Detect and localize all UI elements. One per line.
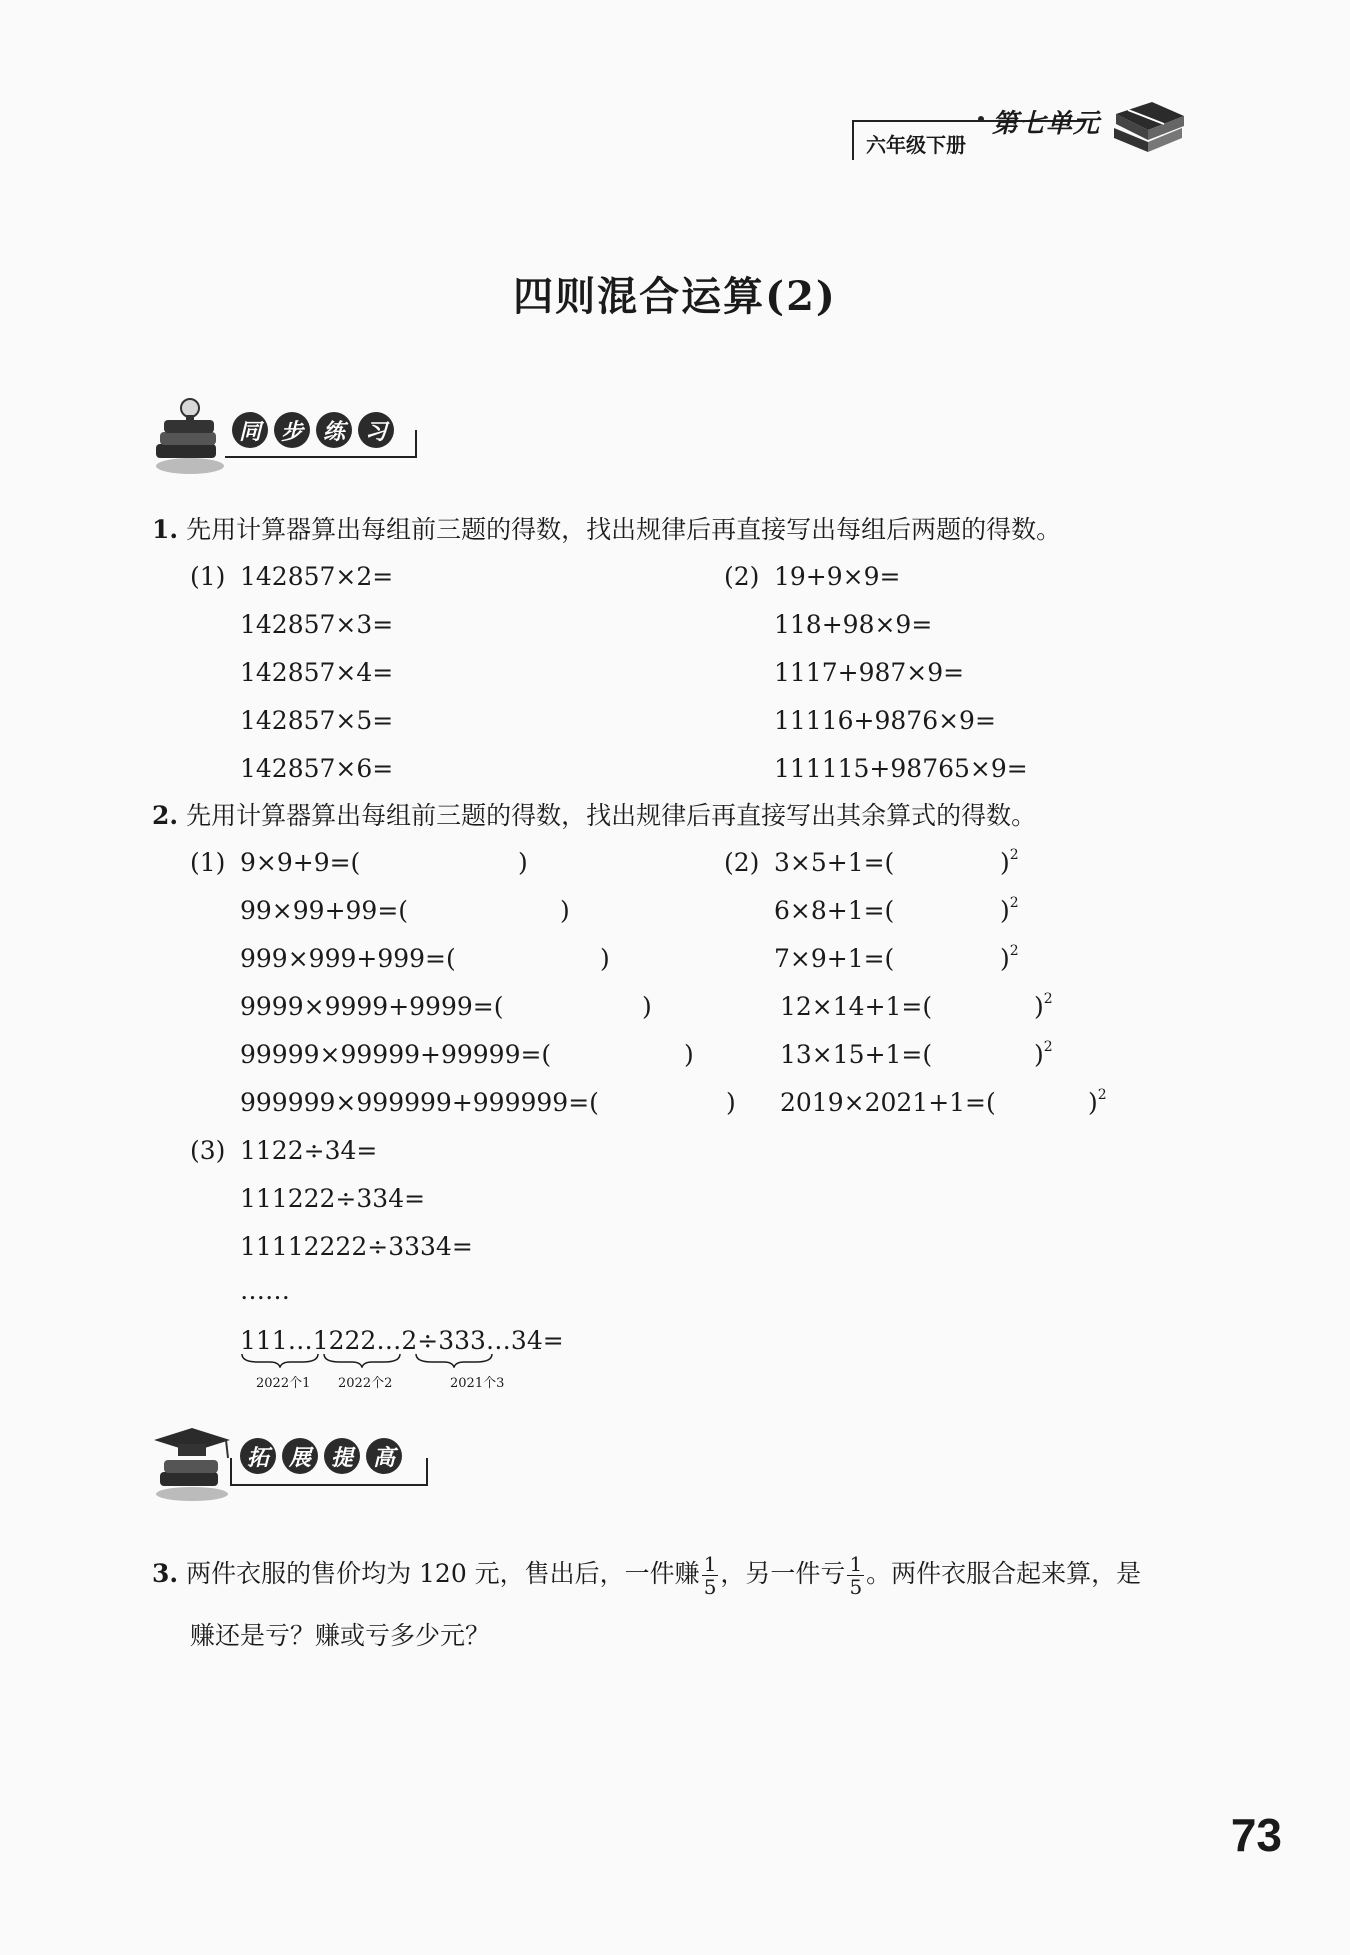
header-grade: 六年级下册 [866, 133, 966, 157]
q2-left-3: 999×999+999=( [240, 944, 456, 973]
q1-left-4: 142857×5= [240, 706, 394, 735]
q2-right-5-close: )$^2$ [1034, 1039, 1053, 1069]
q1-prompt [152, 514, 1061, 546]
q3-text-a: 两件衣服的售价均为 120 元，售出后，一件赚 [186, 1559, 700, 1588]
badge-char: 习 [358, 412, 394, 448]
underbraces [240, 1352, 520, 1368]
badge-char: 展 [282, 1438, 318, 1474]
q2-right-5: 13×15+1=( [780, 1040, 933, 1069]
q2-number: 2. [152, 801, 179, 830]
q2-right-4: 12×14+1=( [780, 992, 933, 1021]
q2-ellipsis: …… [240, 1276, 290, 1305]
q1-left-2: 142857×3= [240, 610, 394, 639]
q2-left-2-close: ) [560, 896, 570, 925]
q2-left-1: 9×9+9=( [240, 848, 361, 877]
q2-left-4: 9999×9999+9999=( [240, 992, 504, 1021]
brace-label-1: 2022个1 [256, 1376, 311, 1391]
q2-right-4-close: )$^2$ [1034, 991, 1053, 1021]
q1-right-2: 118+98×9= [774, 610, 933, 639]
q2-left-5-close: ) [684, 1040, 694, 1069]
q2-right-3: 7×9+1=( [774, 944, 895, 973]
q2-left-1-close: ) [518, 848, 528, 877]
header-dot [978, 116, 984, 122]
q1-number: 1. [152, 515, 179, 544]
q1-left-5: 142857×6= [240, 754, 394, 783]
q2-right-2-close: )$^2$ [1000, 895, 1019, 925]
q2-left-5: 99999×99999+99999=( [240, 1040, 552, 1069]
q2-p3-3: 11112222÷3334= [240, 1232, 473, 1261]
q3-prompt [152, 1548, 1141, 1600]
badge-char: 拓 [240, 1438, 276, 1474]
q2-left-3-close: ) [600, 944, 610, 973]
q3-line2: 赚还是亏？赚或亏多少元？ [190, 1621, 491, 1650]
q2-right-3-close: )$^2$ [1000, 943, 1019, 973]
q1-right-1: 19+9×9= [774, 562, 901, 591]
q1-left-1: 142857×2= [240, 562, 394, 591]
q1-left-3: 142857×4= [240, 658, 394, 687]
fraction-one-fifth-2: $\frac{1}{5}$ [849, 1552, 863, 1599]
q3-text-b: ，另一件亏 [720, 1559, 846, 1588]
badge-char: 步 [274, 412, 310, 448]
page-number: 73 [1230, 1809, 1282, 1861]
badge-char: 同 [232, 412, 268, 448]
q1-right-label: (2) [724, 562, 760, 591]
q2-left-6-close: ) [726, 1088, 736, 1117]
q1-right-3: 1117+987×9= [774, 658, 965, 687]
q2-left-6: 999999×999999+999999=( [240, 1088, 599, 1117]
section-title-extension [240, 1438, 402, 1474]
q2-right-2: 6×8+1=( [774, 896, 895, 925]
q2-left-label: (1) [190, 848, 226, 877]
q2-p3-label: (3) [190, 1136, 226, 1165]
q2-p3-1: 1122÷34= [240, 1136, 378, 1165]
q2-right-6-close: )$^2$ [1088, 1087, 1107, 1117]
q2-left-2: 99×99+99=( [240, 896, 409, 925]
q2-right-6: 2019×2021+1=( [780, 1088, 996, 1117]
badge-char: 练 [316, 412, 352, 448]
brace-label-2: 2022个2 [338, 1376, 393, 1391]
book-stack-icon [1108, 94, 1188, 164]
grad-cap-books-icon [148, 1418, 236, 1502]
page-title: 四则混合运算(2) [513, 273, 837, 320]
section-title-sync-practice [232, 412, 394, 448]
q1-right-4: 11116+9876×9= [774, 706, 996, 735]
fraction-one-fifth: $\frac{1}{5}$ [703, 1552, 717, 1599]
lamp-books-icon [150, 392, 230, 476]
q3-number: 3. [152, 1559, 179, 1588]
q1-text: 先用计算器算出每组前三题的得数，找出规律后再直接写出每组后两题的得数。 [186, 515, 1062, 544]
q2-right-label: (2) [724, 848, 760, 877]
q1-right-5: 111115+98765×9= [774, 754, 1028, 783]
q2-prompt [152, 800, 1036, 832]
badge-char: 高 [366, 1438, 402, 1474]
q1-left-label: (1) [190, 562, 226, 591]
brace-label-3: 2021个3 [450, 1376, 505, 1391]
badge-char: 提 [324, 1438, 360, 1474]
header-unit: 第七单元 [992, 109, 1101, 139]
q2-left-4-close: ) [642, 992, 652, 1021]
q2-text: 先用计算器算出每组前三题的得数，找出规律后再直接写出其余算式的得数。 [186, 801, 1037, 830]
q2-right-1: 3×5+1=( [774, 848, 895, 877]
q2-p3-2: 111222÷334= [240, 1184, 426, 1213]
q2-right-1-close: )$^2$ [1000, 847, 1019, 877]
q2-last-expression: 111…1222…2÷333…34= [240, 1326, 564, 1355]
q3-text-c: 。两件衣服合起来算，是 [866, 1559, 1142, 1588]
